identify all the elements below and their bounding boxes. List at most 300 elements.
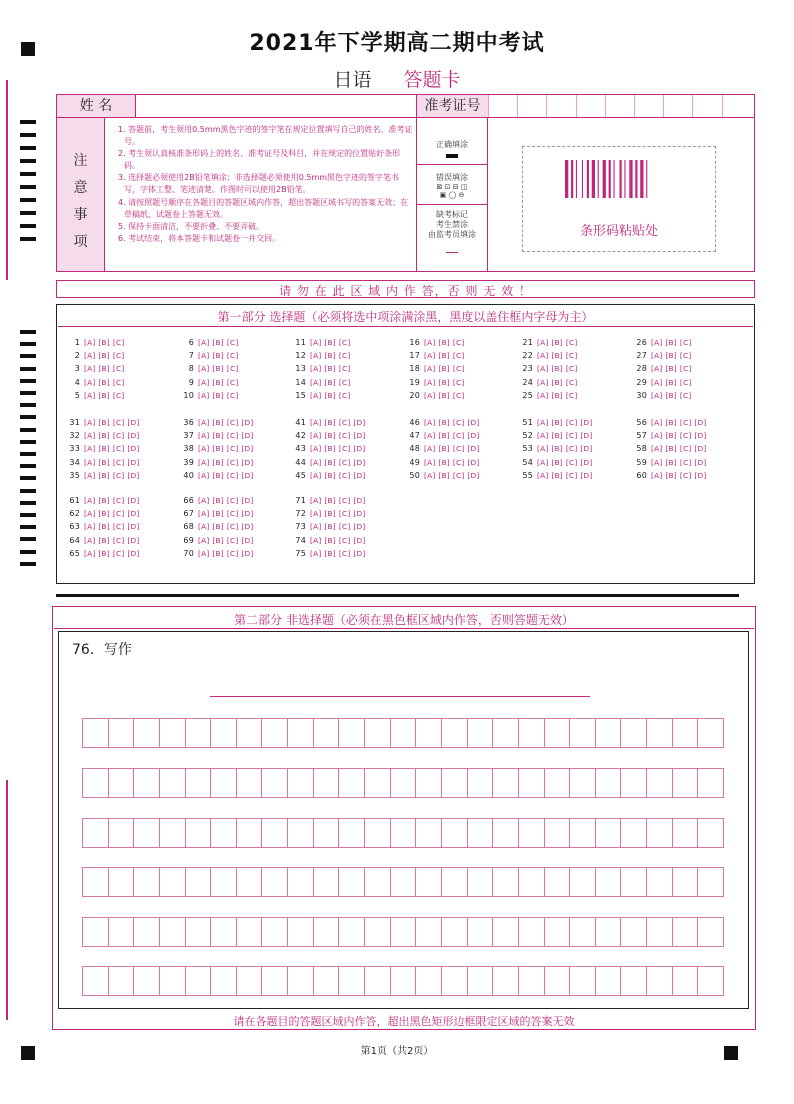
writing-grid-cell[interactable] (109, 818, 135, 848)
answer-bubble-a[interactable]: [A] (310, 418, 322, 427)
answer-bubble-c[interactable]: [C] (112, 377, 125, 387)
writing-grid-cell[interactable] (545, 917, 571, 947)
writing-grid-cell[interactable] (237, 917, 263, 947)
answer-bubble-a[interactable]: [A] (84, 535, 96, 545)
writing-grid-cell[interactable] (621, 818, 647, 848)
answer-bubble-b[interactable]: [B] (212, 444, 224, 454)
answer-bubble-c[interactable]: [C] (112, 338, 125, 347)
answer-bubble-c[interactable]: [C] (679, 444, 692, 454)
answer-bubble-d[interactable]: [D] (241, 509, 254, 519)
answer-bubble-b[interactable]: [B] (212, 457, 224, 467)
writing-grid-cell[interactable] (365, 768, 391, 798)
answer-bubble-c[interactable]: [C] (452, 351, 465, 361)
answer-bubble-c[interactable]: [C] (226, 377, 239, 387)
answer-bubble-d[interactable]: [D] (580, 457, 593, 467)
answer-bubble-d[interactable]: [D] (127, 431, 140, 441)
answer-bubble-a[interactable]: [A] (651, 470, 663, 480)
answer-bubble-b[interactable]: [B] (324, 444, 336, 454)
answer-bubble-b[interactable]: [B] (212, 548, 224, 558)
answer-bubble-d[interactable]: [D] (467, 444, 480, 454)
answer-bubble-d[interactable]: [D] (353, 418, 366, 427)
writing-grid-cell[interactable] (442, 718, 468, 748)
answer-bubble-c[interactable]: [C] (226, 390, 239, 400)
answer-bubble-c[interactable]: [C] (679, 457, 692, 467)
writing-grid-cell[interactable] (314, 818, 340, 848)
answer-bubble-c[interactable]: [C] (452, 457, 465, 467)
answer-bubble-d[interactable]: [D] (241, 444, 254, 454)
answer-bubble-a[interactable]: [A] (537, 351, 549, 361)
answer-bubble-d[interactable]: [D] (694, 418, 707, 427)
answer-bubble-b[interactable]: [B] (98, 535, 110, 545)
writing-grid-cell[interactable] (596, 867, 622, 897)
writing-grid-cell[interactable] (545, 867, 571, 897)
answer-bubble-a[interactable]: [A] (310, 509, 322, 519)
writing-grid-cell[interactable] (134, 818, 160, 848)
answer-bubble-b[interactable]: [B] (665, 418, 677, 427)
answer-bubble-b[interactable]: [B] (551, 351, 563, 361)
answer-bubble-c[interactable]: [C] (452, 390, 465, 400)
writing-grid-cell[interactable] (519, 768, 545, 798)
answer-bubble-b[interactable]: [B] (212, 496, 224, 505)
answer-bubble-a[interactable]: [A] (537, 418, 549, 427)
writing-grid-cell[interactable] (262, 768, 288, 798)
writing-grid-cell[interactable] (647, 867, 673, 897)
writing-grid-cell[interactable] (160, 818, 186, 848)
answer-bubble-d[interactable]: [D] (580, 431, 593, 441)
writing-grid-cell[interactable] (416, 768, 442, 798)
answer-bubble-a[interactable]: [A] (198, 364, 210, 374)
answer-bubble-d[interactable]: [D] (241, 431, 254, 441)
writing-grid-cell[interactable] (493, 917, 519, 947)
answer-bubble-a[interactable]: [A] (651, 431, 663, 441)
writing-grid-cell[interactable] (442, 917, 468, 947)
answer-bubble-a[interactable]: [A] (651, 418, 663, 427)
answer-bubble-c[interactable]: [C] (565, 418, 578, 427)
writing-grid-cell[interactable] (647, 966, 673, 996)
writing-grid-cell[interactable] (442, 867, 468, 897)
answer-bubble-d[interactable]: [D] (694, 431, 707, 441)
exam-id-digit-cell[interactable] (692, 95, 721, 117)
answer-bubble-c[interactable]: [C] (565, 470, 578, 480)
answer-bubble-c[interactable]: [C] (338, 418, 351, 427)
writing-grid-cell[interactable] (698, 867, 724, 897)
writing-grid-cell[interactable] (647, 718, 673, 748)
writing-grid-cell[interactable] (545, 966, 571, 996)
answer-bubble-a[interactable]: [A] (651, 338, 663, 347)
writing-grid-cell[interactable] (698, 818, 724, 848)
writing-grid-cell[interactable] (416, 718, 442, 748)
answer-bubble-a[interactable]: [A] (198, 431, 210, 441)
answer-bubble-d[interactable]: [D] (694, 457, 707, 467)
answer-bubble-a[interactable]: [A] (84, 548, 96, 558)
answer-bubble-d[interactable]: [D] (353, 509, 366, 519)
writing-grid-cell[interactable] (160, 867, 186, 897)
answer-bubble-b[interactable]: [B] (212, 522, 224, 532)
writing-grid-cell[interactable] (673, 917, 699, 947)
answer-bubble-a[interactable]: [A] (84, 377, 96, 387)
writing-grid-cell[interactable] (519, 917, 545, 947)
answer-bubble-d[interactable]: [D] (241, 470, 254, 480)
writing-grid-cell[interactable] (109, 768, 135, 798)
answer-bubble-c[interactable]: [C] (338, 390, 351, 400)
writing-grid-cell[interactable] (416, 867, 442, 897)
answer-bubble-c[interactable]: [C] (338, 431, 351, 441)
answer-bubble-b[interactable]: [B] (98, 470, 110, 480)
writing-grid-cell[interactable] (288, 867, 314, 897)
writing-grid-cell[interactable] (596, 966, 622, 996)
answer-bubble-c[interactable]: [C] (112, 390, 125, 400)
answer-bubble-b[interactable]: [B] (98, 351, 110, 361)
answer-bubble-b[interactable]: [B] (324, 522, 336, 532)
answer-bubble-b[interactable]: [B] (212, 418, 224, 427)
answer-bubble-a[interactable]: [A] (310, 351, 322, 361)
answer-bubble-c[interactable]: [C] (565, 377, 578, 387)
answer-bubble-c[interactable]: [C] (452, 431, 465, 441)
answer-bubble-d[interactable]: [D] (241, 418, 254, 427)
answer-bubble-c[interactable]: [C] (679, 364, 692, 374)
answer-bubble-b[interactable]: [B] (98, 418, 110, 427)
writing-grid-cell[interactable] (237, 966, 263, 996)
writing-grid-cell[interactable] (288, 818, 314, 848)
answer-bubble-a[interactable]: [A] (537, 431, 549, 441)
answer-bubble-d[interactable]: [D] (127, 522, 140, 532)
answer-bubble-c[interactable]: [C] (452, 377, 465, 387)
answer-bubble-c[interactable]: [C] (679, 470, 692, 480)
answer-bubble-a[interactable]: [A] (198, 522, 210, 532)
answer-bubble-b[interactable]: [B] (98, 548, 110, 558)
writing-grid-cell[interactable] (211, 917, 237, 947)
writing-grid-cell[interactable] (570, 966, 596, 996)
answer-bubble-d[interactable]: [D] (127, 418, 140, 427)
answer-bubble-b[interactable]: [B] (324, 418, 336, 427)
answer-bubble-a[interactable]: [A] (651, 390, 663, 400)
answer-bubble-a[interactable]: [A] (537, 364, 549, 374)
writing-grid-cell[interactable] (468, 966, 494, 996)
answer-bubble-b[interactable]: [B] (438, 390, 450, 400)
answer-bubble-a[interactable]: [A] (537, 390, 549, 400)
writing-grid-cell[interactable] (391, 867, 417, 897)
answer-bubble-d[interactable]: [D] (241, 522, 254, 532)
answer-bubble-b[interactable]: [B] (551, 444, 563, 454)
answer-bubble-a[interactable]: [A] (537, 444, 549, 454)
answer-bubble-b[interactable]: [B] (438, 431, 450, 441)
writing-grid-cell[interactable] (698, 966, 724, 996)
answer-bubble-b[interactable]: [B] (324, 338, 336, 347)
answer-bubble-a[interactable]: [A] (310, 364, 322, 374)
writing-grid-cell[interactable] (211, 818, 237, 848)
answer-bubble-a[interactable]: [A] (84, 418, 96, 427)
writing-grid-cell[interactable] (468, 818, 494, 848)
answer-bubble-c[interactable]: [C] (565, 390, 578, 400)
answer-bubble-b[interactable]: [B] (324, 364, 336, 374)
writing-grid-cell[interactable] (160, 966, 186, 996)
writing-grid-cell[interactable] (186, 917, 212, 947)
writing-grid-cell[interactable] (365, 966, 391, 996)
answer-bubble-c[interactable]: [C] (338, 548, 351, 558)
answer-bubble-b[interactable]: [B] (98, 509, 110, 519)
answer-bubble-a[interactable]: [A] (198, 470, 210, 480)
writing-grid-cell[interactable] (570, 768, 596, 798)
answer-bubble-c[interactable]: [C] (565, 444, 578, 454)
answer-bubble-d[interactable]: [D] (353, 444, 366, 454)
writing-grid-cell[interactable] (596, 818, 622, 848)
answer-bubble-a[interactable]: [A] (310, 338, 322, 347)
writing-grid-cell[interactable] (621, 768, 647, 798)
writing-grid-cell[interactable] (493, 718, 519, 748)
answer-bubble-a[interactable]: [A] (424, 418, 436, 427)
writing-grid-cell[interactable] (621, 867, 647, 897)
answer-bubble-a[interactable]: [A] (198, 444, 210, 454)
answer-bubble-b[interactable]: [B] (665, 390, 677, 400)
answer-bubble-b[interactable]: [B] (551, 364, 563, 374)
writing-grid-cell[interactable] (391, 966, 417, 996)
answer-bubble-c[interactable]: [C] (679, 351, 692, 361)
writing-grid-cell[interactable] (647, 768, 673, 798)
writing-grid-cell[interactable] (82, 867, 109, 897)
writing-grid-cell[interactable] (314, 768, 340, 798)
answer-bubble-d[interactable]: [D] (467, 470, 480, 480)
writing-grid-cell[interactable] (493, 818, 519, 848)
answer-bubble-b[interactable]: [B] (665, 377, 677, 387)
answer-bubble-c[interactable]: [C] (338, 364, 351, 374)
answer-bubble-a[interactable]: [A] (424, 431, 436, 441)
writing-grid-cell[interactable] (493, 867, 519, 897)
answer-bubble-c[interactable]: [C] (112, 509, 125, 519)
answer-bubble-b[interactable]: [B] (324, 548, 336, 558)
answer-bubble-a[interactable]: [A] (310, 548, 322, 558)
writing-grid-cell[interactable] (416, 966, 442, 996)
answer-bubble-d[interactable]: [D] (694, 470, 707, 480)
answer-bubble-d[interactable]: [D] (127, 496, 140, 505)
answer-bubble-d[interactable]: [D] (241, 457, 254, 467)
answer-bubble-d[interactable]: [D] (241, 496, 254, 505)
answer-bubble-b[interactable]: [B] (665, 470, 677, 480)
writing-grid-cell[interactable] (262, 867, 288, 897)
answer-bubble-d[interactable]: [D] (127, 535, 140, 545)
answer-bubble-c[interactable]: [C] (112, 522, 125, 532)
writing-grid-row[interactable] (82, 966, 724, 996)
answer-bubble-c[interactable]: [C] (452, 338, 465, 347)
answer-bubble-c[interactable]: [C] (112, 364, 125, 374)
answer-bubble-b[interactable]: [B] (665, 444, 677, 454)
answer-bubble-b[interactable]: [B] (551, 470, 563, 480)
answer-bubble-a[interactable]: [A] (310, 431, 322, 441)
writing-grid-cell[interactable] (519, 718, 545, 748)
answer-bubble-c[interactable]: [C] (452, 364, 465, 374)
answer-bubble-c[interactable]: [C] (112, 470, 125, 480)
writing-grid-cell[interactable] (237, 718, 263, 748)
writing-grid-cell[interactable] (314, 966, 340, 996)
answer-bubble-c[interactable]: [C] (226, 418, 239, 427)
answer-bubble-a[interactable]: [A] (310, 444, 322, 454)
answer-bubble-c[interactable]: [C] (338, 535, 351, 545)
answer-bubble-c[interactable]: [C] (338, 338, 351, 347)
answer-bubble-d[interactable]: [D] (241, 535, 254, 545)
answer-bubble-b[interactable]: [B] (324, 509, 336, 519)
answer-bubble-a[interactable]: [A] (424, 364, 436, 374)
writing-grid-cell[interactable] (570, 818, 596, 848)
answer-bubble-d[interactable]: [D] (353, 496, 366, 505)
answer-bubble-c[interactable]: [C] (226, 470, 239, 480)
writing-grid-cell[interactable] (339, 768, 365, 798)
writing-grid-cell[interactable] (109, 917, 135, 947)
writing-grid-cell[interactable] (288, 768, 314, 798)
answer-bubble-a[interactable]: [A] (84, 444, 96, 454)
writing-grid-cell[interactable] (237, 768, 263, 798)
writing-grid-cell[interactable] (698, 768, 724, 798)
writing-grid-cell[interactable] (391, 768, 417, 798)
writing-grid-cell[interactable] (391, 917, 417, 947)
writing-grid-cell[interactable] (570, 718, 596, 748)
answer-bubble-d[interactable]: [D] (467, 457, 480, 467)
answer-bubble-c[interactable]: [C] (226, 351, 239, 361)
writing-grid-cell[interactable] (391, 818, 417, 848)
writing-grid-cell[interactable] (673, 966, 699, 996)
writing-grid-cell[interactable] (493, 768, 519, 798)
answer-bubble-a[interactable]: [A] (537, 377, 549, 387)
writing-grid-cell[interactable] (673, 867, 699, 897)
answer-bubble-d[interactable]: [D] (127, 509, 140, 519)
writing-grid-cell[interactable] (416, 818, 442, 848)
answer-bubble-a[interactable]: [A] (84, 457, 96, 467)
writing-grid-cell[interactable] (442, 818, 468, 848)
answer-bubble-c[interactable]: [C] (565, 431, 578, 441)
answer-bubble-a[interactable]: [A] (310, 522, 322, 532)
answer-bubble-d[interactable]: [D] (353, 548, 366, 558)
answer-bubble-b[interactable]: [B] (212, 338, 224, 347)
writing-grid-cell[interactable] (442, 966, 468, 996)
answer-bubble-c[interactable]: [C] (226, 338, 239, 347)
exam-id-digit-cell[interactable] (605, 95, 634, 117)
answer-bubble-a[interactable]: [A] (424, 338, 436, 347)
exam-id-digit-cell[interactable] (517, 95, 546, 117)
writing-grid-cell[interactable] (186, 718, 212, 748)
exam-id-digit-cell[interactable] (722, 95, 751, 117)
answer-bubble-d[interactable]: [D] (353, 522, 366, 532)
answer-bubble-b[interactable]: [B] (438, 377, 450, 387)
writing-grid-cell[interactable] (134, 917, 160, 947)
answer-bubble-a[interactable]: [A] (84, 351, 96, 361)
writing-grid-cell[interactable] (237, 818, 263, 848)
answer-bubble-c[interactable]: [C] (226, 509, 239, 519)
writing-grid-cell[interactable] (82, 718, 109, 748)
answer-bubble-a[interactable]: [A] (651, 351, 663, 361)
answer-bubble-b[interactable]: [B] (438, 418, 450, 427)
answer-bubble-a[interactable]: [A] (198, 351, 210, 361)
answer-bubble-b[interactable]: [B] (98, 338, 110, 347)
answer-bubble-b[interactable]: [B] (438, 364, 450, 374)
writing-grid-cell[interactable] (519, 966, 545, 996)
answer-bubble-c[interactable]: [C] (112, 431, 125, 441)
answer-bubble-a[interactable]: [A] (198, 338, 210, 347)
answer-bubble-b[interactable]: [B] (98, 364, 110, 374)
answer-bubble-a[interactable]: [A] (424, 390, 436, 400)
answer-bubble-b[interactable]: [B] (98, 377, 110, 387)
writing-grid-cell[interactable] (160, 768, 186, 798)
writing-grid-cell[interactable] (698, 718, 724, 748)
writing-grid-cell[interactable] (647, 818, 673, 848)
writing-grid-cell[interactable] (519, 867, 545, 897)
name-field[interactable] (135, 95, 416, 117)
writing-grid-cell[interactable] (339, 966, 365, 996)
writing-grid-cell[interactable] (134, 768, 160, 798)
writing-grid-cell[interactable] (365, 818, 391, 848)
writing-grid-cell[interactable] (570, 917, 596, 947)
answer-bubble-a[interactable]: [A] (198, 377, 210, 387)
writing-grid-cell[interactable] (186, 966, 212, 996)
answer-bubble-a[interactable]: [A] (84, 390, 96, 400)
absent-mark-box[interactable] (446, 247, 458, 253)
answer-bubble-d[interactable]: [D] (580, 418, 593, 427)
answer-bubble-d[interactable]: [D] (241, 548, 254, 558)
answer-bubble-c[interactable]: [C] (565, 457, 578, 467)
answer-bubble-a[interactable]: [A] (651, 444, 663, 454)
answer-bubble-c[interactable]: [C] (338, 522, 351, 532)
answer-bubble-d[interactable]: [D] (127, 548, 140, 558)
answer-bubble-b[interactable]: [B] (98, 390, 110, 400)
answer-bubble-c[interactable]: [C] (226, 535, 239, 545)
answer-bubble-a[interactable]: [A] (537, 338, 549, 347)
answer-bubble-c[interactable]: [C] (338, 444, 351, 454)
writing-grid-cell[interactable] (621, 718, 647, 748)
writing-grid-cell[interactable] (673, 768, 699, 798)
answer-bubble-d[interactable]: [D] (467, 431, 480, 441)
writing-title-line[interactable] (210, 696, 590, 697)
writing-grid-cell[interactable] (262, 718, 288, 748)
answer-bubble-c[interactable]: [C] (338, 470, 351, 480)
writing-grid-cell[interactable] (211, 718, 237, 748)
answer-bubble-b[interactable]: [B] (438, 470, 450, 480)
writing-grid-cell[interactable] (134, 718, 160, 748)
answer-bubble-b[interactable]: [B] (551, 390, 563, 400)
answer-bubble-d[interactable]: [D] (127, 457, 140, 467)
exam-id-digit-cell[interactable] (634, 95, 663, 117)
writing-grid-cell[interactable] (519, 818, 545, 848)
writing-grid-cell[interactable] (365, 917, 391, 947)
answer-bubble-a[interactable]: [A] (424, 377, 436, 387)
answer-bubble-b[interactable]: [B] (324, 457, 336, 467)
answer-bubble-d[interactable]: [D] (353, 457, 366, 467)
answer-bubble-a[interactable]: [A] (424, 351, 436, 361)
writing-grid-cell[interactable] (134, 867, 160, 897)
writing-grid-cell[interactable] (82, 966, 109, 996)
writing-grid-cell[interactable] (109, 966, 135, 996)
writing-grid-cell[interactable] (621, 917, 647, 947)
answer-bubble-b[interactable]: [B] (665, 431, 677, 441)
writing-grid-cell[interactable] (186, 768, 212, 798)
writing-grid-cell[interactable] (134, 966, 160, 996)
answer-bubble-c[interactable]: [C] (226, 496, 239, 505)
answer-bubble-b[interactable]: [B] (212, 431, 224, 441)
answer-bubble-a[interactable]: [A] (198, 418, 210, 427)
answer-bubble-d[interactable]: [D] (127, 444, 140, 454)
writing-grid-cell[interactable] (468, 768, 494, 798)
answer-bubble-b[interactable]: [B] (324, 431, 336, 441)
answer-bubble-c[interactable]: [C] (112, 351, 125, 361)
writing-grid-cell[interactable] (160, 718, 186, 748)
writing-grid-cell[interactable] (237, 867, 263, 897)
answer-bubble-b[interactable]: [B] (324, 377, 336, 387)
answer-bubble-a[interactable]: [A] (84, 338, 96, 347)
writing-grid-cell[interactable] (673, 718, 699, 748)
answer-bubble-b[interactable]: [B] (551, 338, 563, 347)
answer-bubble-b[interactable]: [B] (212, 509, 224, 519)
writing-grid-cell[interactable] (596, 768, 622, 798)
answer-bubble-c[interactable]: [C] (679, 377, 692, 387)
exam-id-digit-cell[interactable] (663, 95, 692, 117)
answer-bubble-a[interactable]: [A] (198, 390, 210, 400)
writing-grid-cell[interactable] (416, 917, 442, 947)
